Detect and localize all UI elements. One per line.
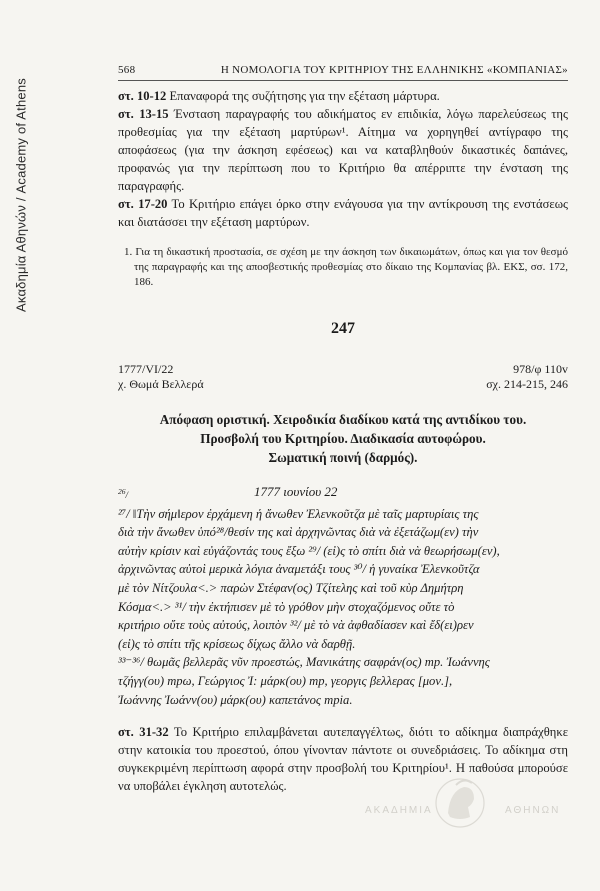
academy-watermark: [335, 795, 585, 835]
heading-line: Απόφαση οριστική. Χειροδικία διαδίκου κατά της αντιδίκου του.: [159, 412, 527, 427]
line-reference: στ. 10-12: [118, 89, 167, 103]
commentary-paragraph: [118, 87, 568, 105]
running-title: Η ΝΟΜΟΛΟΓΙΑ ΤΟΥ ΚΡΙΤΗΡΙΟΥ ΤΗΣ ΕΛΛΗΝΙΚΗΣ «ΚΟΜΠΑΝΙΑΣ»: [220, 64, 568, 76]
date-code: 1777/VI/22: [118, 362, 174, 376]
meta-right: [486, 362, 568, 392]
athena-head-icon: [430, 773, 490, 833]
transcript-line: μὲ τὸν Νίτζουλα<.> παρὼν Στέφαν(ος) Τζίτελης καὶ τοῦ κὺρ Δημήτρη: [118, 580, 464, 595]
footnote: 1. Για τη δικαστική προστασία, σε σχέση με την άσκηση των δικαιωμάτων, όπως και για τον θεσμό της παραγραφής και της αποσβεστικής προθεσμίας στο δίκαιο της Κομπανίας βλ. ΕΚΣ, σσ. 172, 186.: [124, 246, 568, 288]
document-number: 247: [331, 320, 355, 337]
heading-line: Σωματική ποινή (δαρμός).: [268, 450, 418, 465]
archive-side-stamp: [6, 40, 36, 350]
transcript-line: κριτήριο οὔτε τοὺς αὐτούς, λοιπὸν ³²/ μὲ τὸ νὰ ἀφθαδίασεν καὶ ἔδ(ει)ρεν: [118, 618, 474, 633]
watermark-text-left: ΑΚΑΔΗΜΙΑ: [365, 805, 433, 816]
running-head: [118, 64, 568, 81]
transcript-line: Κόσμα<.> ³¹/ τὴν ἐκτήπισεν μὲ τὸ γρόθον μὴν στοχαζόμενος οὔτε τὸ: [118, 599, 455, 614]
page-references: σχ. 214-215, 246: [486, 377, 568, 391]
transcript-line: τζήγγ(ου) mpω, Γεώργιος Ἰ: μάρκ(ου) mp, γεοργις βελλερας [μον.],: [118, 673, 453, 688]
watermark-text-right: ΑΘΗΝΩΝ: [505, 805, 561, 816]
scribe: χ. Θωμά Βελλερά: [118, 377, 204, 391]
book-page: [118, 64, 568, 795]
transcript-line: Ἰωάννης Ἰωάνν(ου) μάρκ(ου) καπετάνος mpia.: [118, 692, 353, 707]
transcript: [118, 483, 568, 709]
commentary-paragraph: [118, 105, 568, 195]
page-number: 568: [118, 64, 136, 76]
line-reference: στ. 17-20: [118, 197, 168, 211]
commentary-paragraph: [118, 723, 568, 795]
line-reference: στ. 31-32: [118, 725, 169, 740]
line-marker: $^{26}$/: [118, 487, 129, 500]
folio: 978/φ 110v: [513, 362, 568, 376]
paragraph-text: Το Κριτήριο επάγει όρκο στην ενάγουσα για την αντίκρουση της ενστάσεως και διατάσσει την εξέταση μαρτύρων.: [118, 197, 568, 229]
meta-left: [118, 362, 204, 392]
paragraph-text: Επαναφορά της συζήτησης για την εξέταση μάρτυρα.: [166, 89, 440, 103]
transcript-line: ³³⁻³⁶/ θωμᾶς βελλερᾶς νῦν προεστώς, Μανικάτης σαφράν(ος) mp. Ἰωάννης: [118, 655, 490, 670]
line-reference: στ. 13-15: [118, 107, 169, 121]
transcript-line: (εἰ)ς τὸ σπίτι τῆς κρίσεως δίχως ἄλλο νὰ δαρθῇ.: [118, 636, 356, 651]
document-heading: [118, 410, 568, 467]
document-meta: [118, 362, 568, 392]
commentary-paragraph: [118, 195, 568, 231]
transcript-line: διὰ τὴν ἄνωθεν ὑπό²⁸/θεσίν της καὶ ἀρχηνῶντας διὰ νὰ ἐξετάζωμ(εν) τὴν: [118, 525, 479, 540]
transcript-date: 1777 ιουνίου 22: [254, 484, 338, 499]
transcript-line: ἀρχινῶντας αὐτοὶ μερικὰ λόγια ἀναμετάξι τους ³⁰/ ἡ γυναίκα Ἐλενκοῦτζα: [118, 562, 480, 577]
paragraph-text: Το Κριτήριο επιλαμβάνεται αυτεπαγγέλτως, διότι το αδίκημα διαπράχθηκε στην κατοικία του προεστού, όπου γίνονταν πάντοτε οι συνεδριάσεις. Το αδίκημα στη συγκεκριμένη περίπτωση αφορά στην προσβολή του Κριτηρίου¹. Η παθούσα μπορούσε να υποβάλει έγκληση αυτοτελώς.: [118, 725, 568, 794]
transcript-date-line: [118, 483, 568, 505]
transcript-line: αὐτὴν κρίσιν καὶ εὐγάζοντάς τους ἔξω ²⁹/ (εἰ)ς τὸ σπίτι διὰ νὰ θεωρήσωμ(εν),: [118, 543, 500, 558]
heading-line: Προσβολή του Κριτηρίου. Διαδικασία αυτοφώρου.: [200, 431, 486, 446]
paragraph-text: Ένσταση παραγραφής του αδικήματος εν επιδικία, λόγω παρελεύσεως της προθεσμίας για την εξέταση μαρτύρων¹. Αίτημα να χορηγηθεί αντίγραφο της αποφάσεως (για την άσκηση εφέσεως) και να καταβληθούν δικαστικές δαπάνες, προφανώς για την περίπτωση που το Κριτήριο θα απέρριπτε την ένσταση της παραγραφής.: [118, 107, 568, 193]
transcript-line: ²⁷/ ‖Τὴν σήμ‖ερον ἐρχάμενη ἡ ἄνωθεν Ἐλενκοῦτζα μὲ ταῖς μαρτυρίαις της: [118, 506, 479, 521]
archive-stamp-text: Ακαδημία Αθηνών / Academy of Athens: [13, 78, 29, 312]
